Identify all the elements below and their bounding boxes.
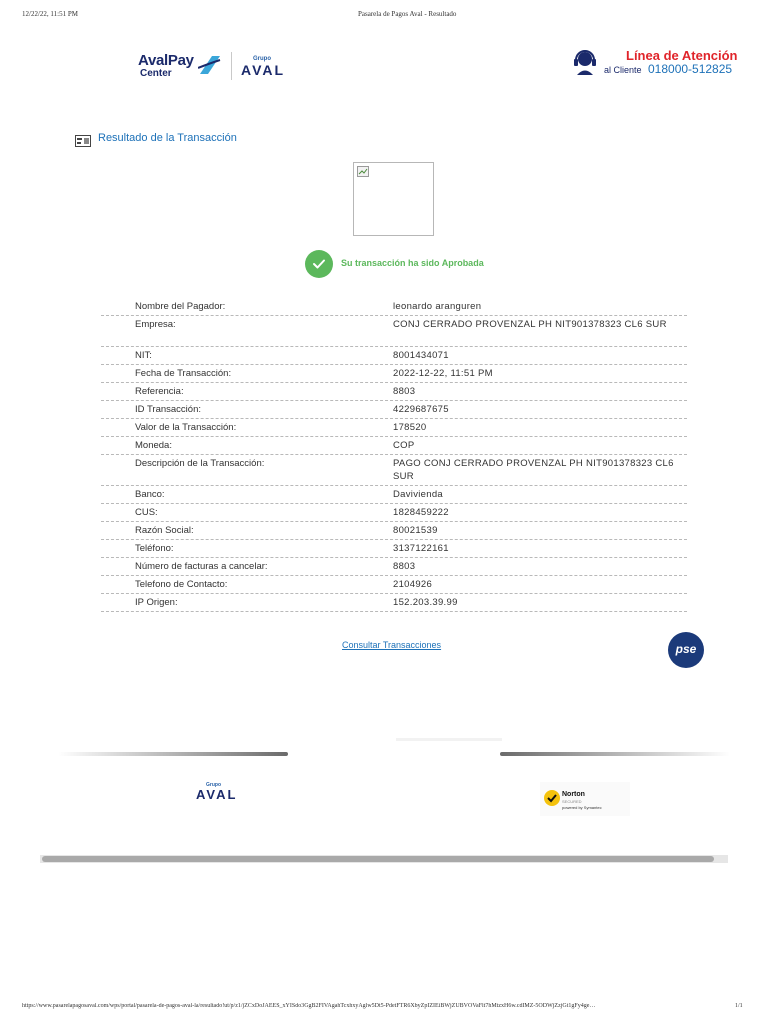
detail-value: 152.203.39.99 <box>393 597 458 608</box>
al-cliente-label: al Cliente <box>604 65 642 75</box>
section-title: Resultado de la Transacción <box>98 132 237 144</box>
table-row <box>101 455 687 486</box>
table-row <box>101 298 687 316</box>
detail-label: Número de facturas a cancelar: <box>135 561 268 572</box>
detail-value: 2022-12-22, 11:51 PM <box>393 368 493 379</box>
detail-value: Davivienda <box>393 489 443 500</box>
detail-label: Fecha de Transacción: <box>135 368 232 379</box>
linea-atencion-title: Línea de Atención <box>626 48 738 63</box>
table-row <box>101 486 687 504</box>
receipt-icon <box>75 135 91 147</box>
checkmark-icon <box>305 250 333 278</box>
table-row <box>101 540 687 558</box>
horizontal-scrollbar[interactable] <box>40 855 728 863</box>
footer-shadow-left <box>58 752 288 756</box>
approved-status-icon <box>305 250 333 278</box>
detail-value: 8803 <box>393 386 416 397</box>
norton-label: Norton <box>562 791 585 798</box>
table-row <box>101 365 687 383</box>
detail-label: Telefono de Contacto: <box>135 579 228 590</box>
grupo-aval-logo <box>241 56 313 78</box>
table-row <box>101 401 687 419</box>
table-row <box>101 558 687 576</box>
table-row <box>101 576 687 594</box>
detail-value: 3137122161 <box>393 543 449 554</box>
footer-shadow-center <box>396 738 502 741</box>
transaction-details-table <box>101 298 687 612</box>
avalpay-logo-text: AvalPay <box>138 52 194 69</box>
detail-label: ID Transacción: <box>135 404 201 415</box>
footer-grupo-aval-logo <box>196 782 258 804</box>
detail-value: 1828459222 <box>393 507 449 518</box>
table-row <box>101 383 687 401</box>
detail-label: Valor de la Transacción: <box>135 422 237 433</box>
headset-support-icon <box>572 48 598 76</box>
detail-value: 80021539 <box>393 525 438 536</box>
detail-value: COP <box>393 440 415 451</box>
pse-logo[interactable] <box>668 632 704 668</box>
aval-label: AVAL <box>241 62 286 78</box>
support-phone-number[interactable]: 018000-512825 <box>648 62 733 76</box>
broken-image-placeholder <box>353 162 434 236</box>
detail-label: Descripción de la Transacción: <box>135 458 265 469</box>
detail-value: PAGO CONJ CERRADO PROVENZAL PH NIT901378323 CL6 SUR <box>393 458 674 482</box>
print-url: https://www.pasarelapagosaval.com/wps/portal/pasarela-de-pagos-aval-la/resultado!ut/p/z1/jZCxDoJAEES_xYISdo3GgB2FIVAgahTcxhxyAglw5Dt5-PdetFTR6XbyZpIZIEiBWjZUBVOVaFlt7hMtzxH6w.cdIMZ-5ODWjZzjGt1gFy4ge… <box>22 1003 596 1009</box>
scrollbar-thumb[interactable] <box>42 856 714 862</box>
norton-secured-label: SECURED <box>562 799 582 804</box>
table-row <box>101 437 687 455</box>
broken-image-icon <box>357 166 369 177</box>
table-row <box>101 347 687 365</box>
avalpay-swoosh-icon <box>198 54 222 76</box>
detail-label: Empresa: <box>135 319 176 330</box>
detail-label: IP Origen: <box>135 597 178 608</box>
detail-label: Nombre del Pagador: <box>135 301 226 312</box>
norton-secured-seal[interactable] <box>540 782 630 816</box>
detail-value: 178520 <box>393 422 427 433</box>
transaction-status-message: Su transacción ha sido Aprobada <box>341 258 484 268</box>
detail-value: 8001434071 <box>393 350 449 361</box>
avalpay-logo-subtext: Center <box>140 68 172 79</box>
footer-shadow-right <box>500 752 730 756</box>
detail-label: Teléfono: <box>135 543 174 554</box>
print-page-title: Pasarela de Pagos Aval - Resultado <box>358 10 457 18</box>
detail-value: leonardo aranguren <box>393 301 482 312</box>
table-row <box>101 419 687 437</box>
table-row <box>101 594 687 612</box>
detail-label: Razón Social: <box>135 525 194 536</box>
detail-value: 2104926 <box>393 579 433 590</box>
footer-aval-label: AVAL <box>196 787 238 802</box>
consultar-transacciones-link[interactable]: Consultar Transacciones <box>342 640 442 650</box>
pse-logo-text: pse <box>675 642 697 656</box>
norton-checkmark-icon <box>544 790 560 806</box>
detail-label: CUS: <box>135 507 158 518</box>
norton-check-icon <box>544 790 560 806</box>
detail-label: Referencia: <box>135 386 184 397</box>
footer-grupo-label: Grupo <box>206 782 221 788</box>
detail-value: 8803 <box>393 561 416 572</box>
detail-label: Moneda: <box>135 440 172 451</box>
detail-label: Banco: <box>135 489 165 500</box>
print-datetime: 12/22/22, 11:51 PM <box>22 10 78 18</box>
table-row <box>101 316 687 347</box>
norton-powered-label: powered by Symantec <box>562 805 602 810</box>
detail-value: CONJ CERRADO PROVENZAL PH NIT901378323 CL6 SUR <box>393 319 667 330</box>
detail-label: NIT: <box>135 350 152 361</box>
table-row <box>101 522 687 540</box>
table-row <box>101 504 687 522</box>
header-divider <box>231 52 232 80</box>
grupo-label: Grupo <box>253 56 271 62</box>
print-page-number: 1/1 <box>735 1003 743 1009</box>
detail-value: 4229687675 <box>393 404 449 415</box>
avalpay-center-logo[interactable] <box>136 52 226 82</box>
